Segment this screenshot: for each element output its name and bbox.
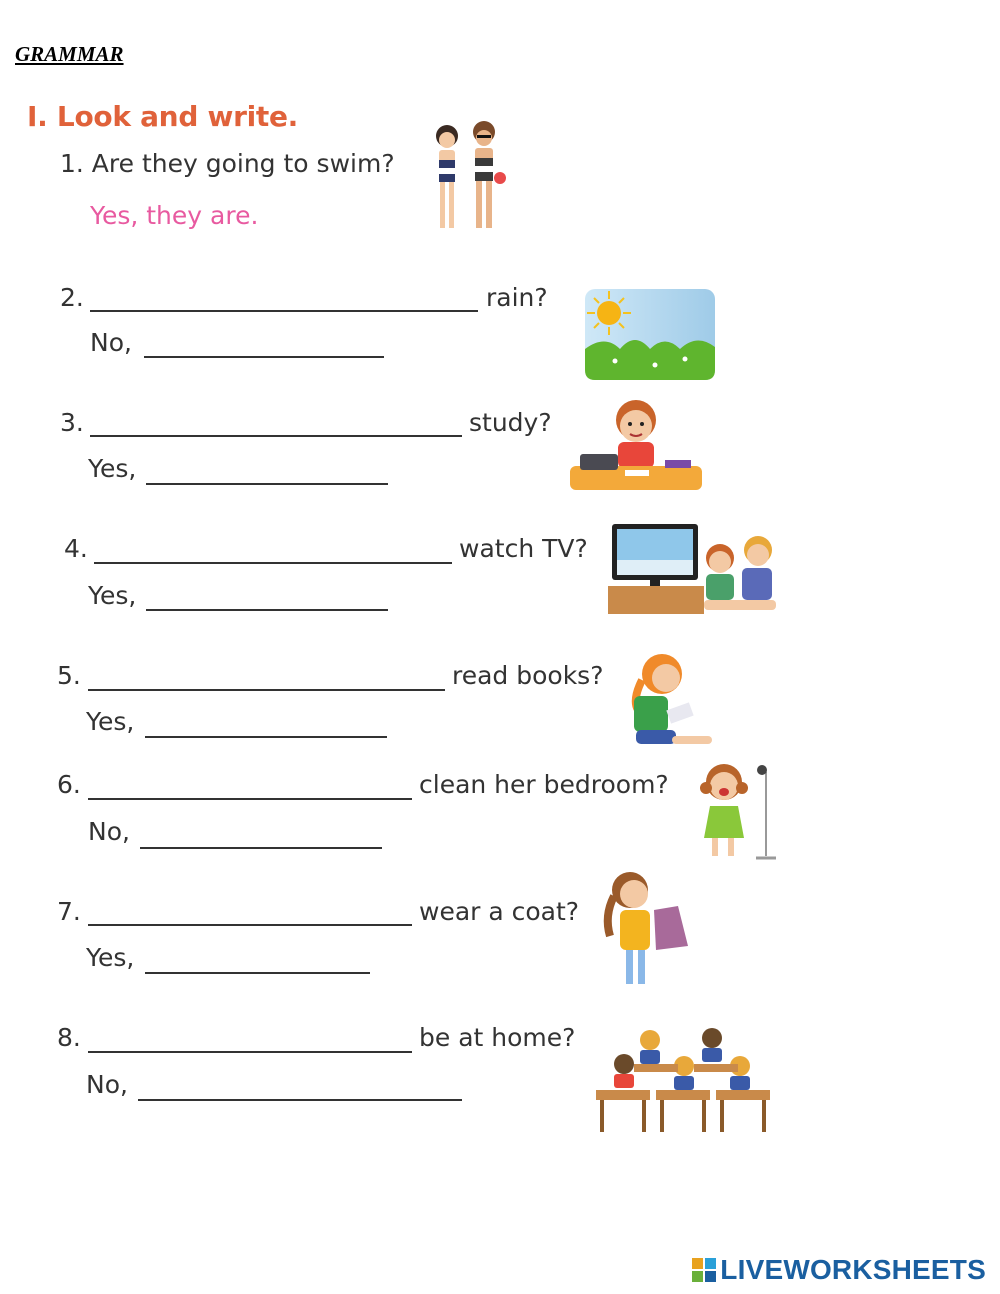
item-3-reply: Yes,: [88, 454, 137, 483]
liveworksheets-logo: [692, 1254, 986, 1286]
logo-square-3: [692, 1271, 703, 1282]
item-8-question-blank[interactable]: [88, 1051, 412, 1053]
item-7-reply: Yes,: [86, 943, 135, 972]
item-5-question-blank[interactable]: [88, 689, 445, 691]
item-4-question-blank[interactable]: [94, 562, 452, 564]
logo-mark-icon: [692, 1258, 716, 1282]
girl-reading-picture: [622, 650, 718, 754]
item-7-answer-blank[interactable]: [145, 972, 370, 974]
item-6-ending: clean her bedroom?: [419, 770, 669, 799]
item-4-number: 4.: [64, 534, 88, 563]
item-8-ending: be at home?: [419, 1023, 576, 1052]
example-question: 1. Are they going to swim?: [60, 149, 395, 178]
example-answer: Yes, they are.: [90, 201, 259, 230]
item-8-answer-blank[interactable]: [138, 1099, 462, 1101]
item-3-ending: study?: [469, 408, 552, 437]
sunny-meadow-picture: [585, 289, 715, 380]
item-2-question-blank[interactable]: [90, 310, 478, 312]
item-5-number: 5.: [57, 661, 81, 690]
item-5-ending: read books?: [452, 661, 604, 690]
section-title: I. Look and write.: [27, 100, 298, 133]
item-4-reply: Yes,: [88, 581, 137, 610]
item-6-reply: No,: [88, 817, 130, 846]
item-6-answer-blank[interactable]: [140, 847, 382, 849]
girl-with-coat-picture: [598, 866, 694, 990]
item-7-question-blank[interactable]: [88, 924, 412, 926]
logo-text: LIVEWORKSHEETS: [720, 1254, 986, 1285]
children-watching-tv-picture: [608, 522, 786, 618]
item-2-reply: No,: [90, 328, 132, 357]
item-3-answer-blank[interactable]: [146, 483, 388, 485]
girl-singing-picture: [696, 758, 782, 862]
children-in-classroom-picture: [594, 1024, 774, 1136]
item-2-answer-blank[interactable]: [144, 356, 384, 358]
item-3-question-blank[interactable]: [90, 435, 462, 437]
item-3-number: 3.: [60, 408, 84, 437]
item-8-reply: No,: [86, 1070, 128, 1099]
item-8-number: 8.: [57, 1023, 81, 1052]
boy-studying-picture: [570, 390, 702, 500]
item-4-ending: watch TV?: [459, 534, 588, 563]
logo-square-2: [705, 1258, 716, 1269]
item-7-number: 7.: [57, 897, 81, 926]
item-5-reply: Yes,: [86, 707, 135, 736]
item-6-question-blank[interactable]: [88, 798, 412, 800]
item-2-number: 2.: [60, 283, 84, 312]
item-7-ending: wear a coat?: [419, 897, 580, 926]
logo-square-4: [705, 1271, 716, 1282]
item-2-ending: rain?: [486, 283, 548, 312]
item-4-answer-blank[interactable]: [146, 609, 388, 611]
item-6-number: 6.: [57, 770, 81, 799]
swimmers-picture: [412, 116, 516, 236]
logo-square-1: [692, 1258, 703, 1269]
item-5-answer-blank[interactable]: [145, 736, 387, 738]
worksheet-header: GRAMMAR: [15, 42, 124, 66]
